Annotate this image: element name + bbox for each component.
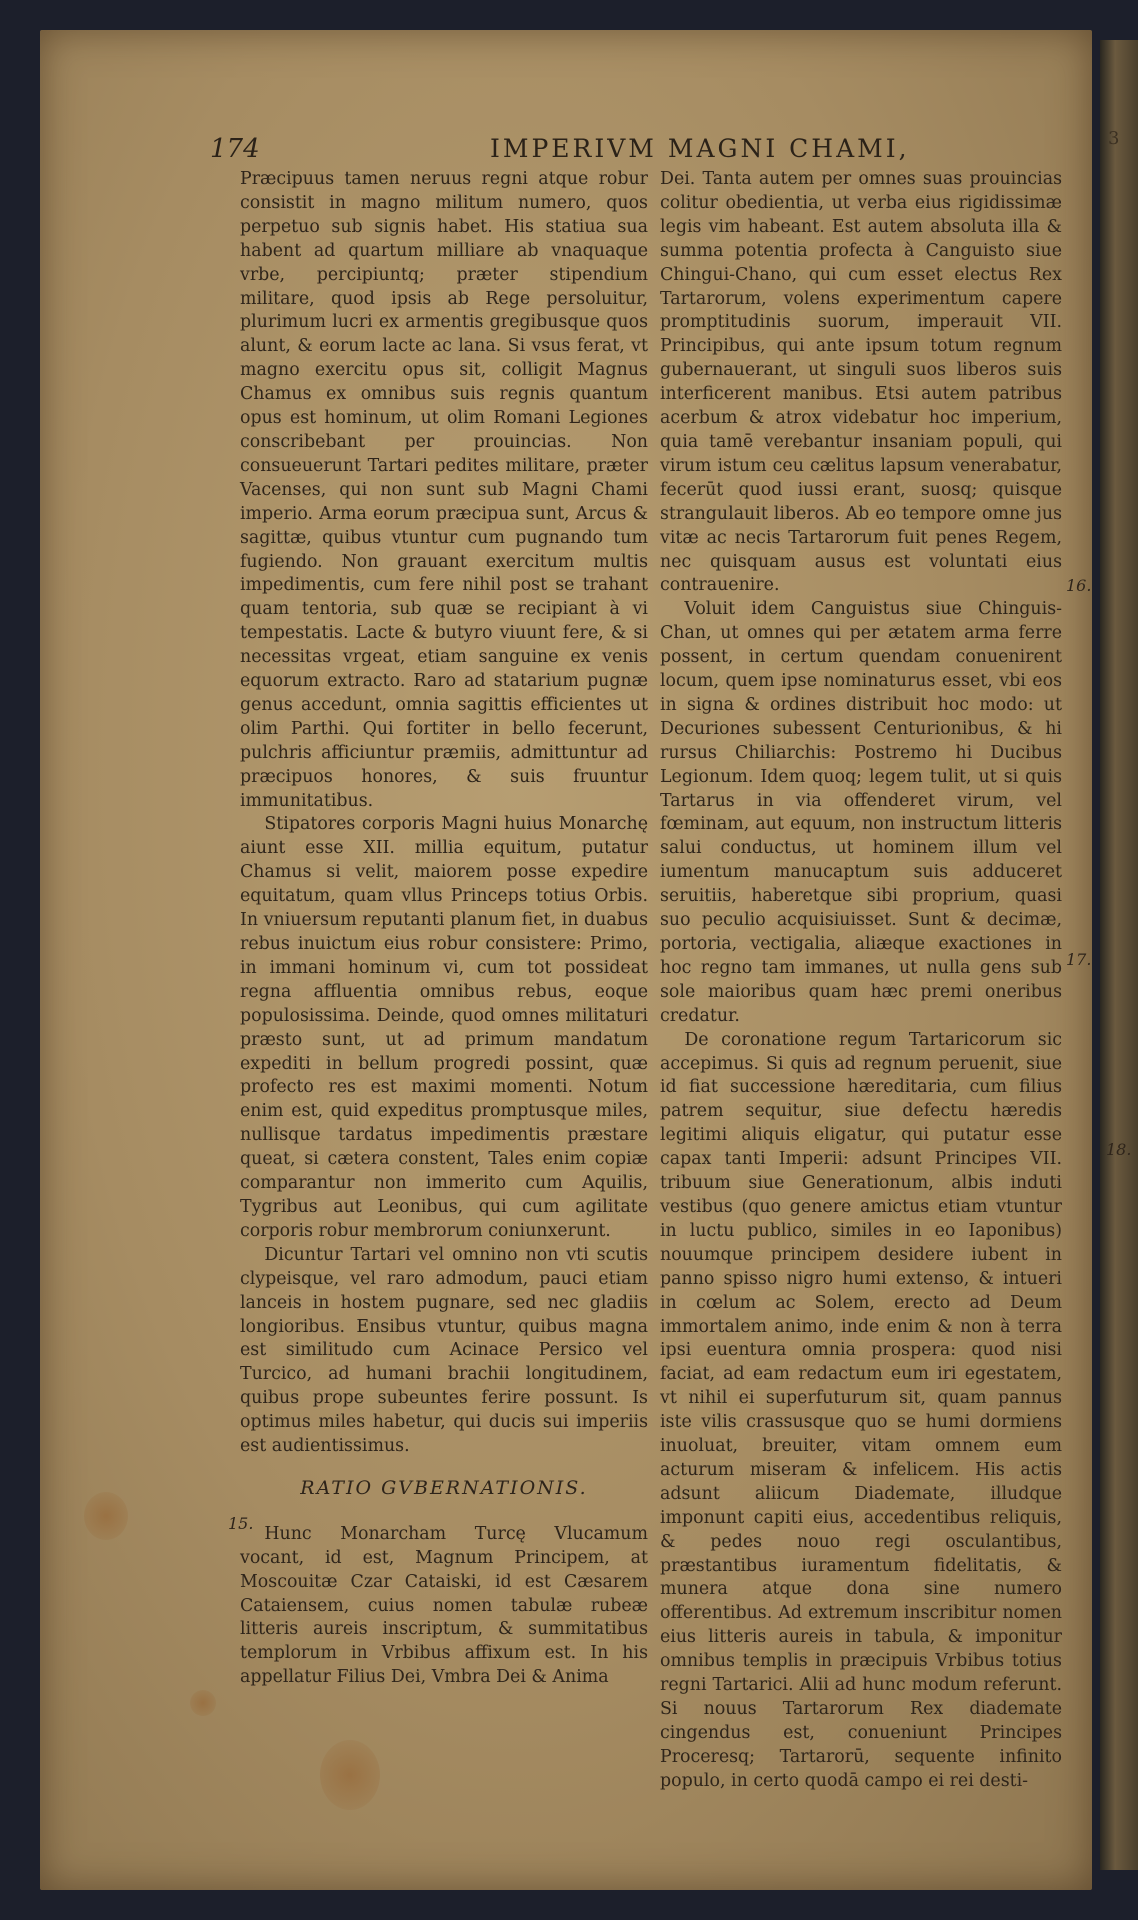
margin-number-15: 15.: [228, 1514, 254, 1533]
paragraph: Stipatores corporis Magni huius Monarchę aiunt esse XII. millia equitum, putatur Chamus si velit, maiorem posse expedire equitatum, quam vllus Princeps totius Orbis. In vniuersum reputanti planum fiet, in duabus rebus inuictum eius robur consistere: Primo, in immani hominum vi, cum tot possideat regna affluentia omnibus rebus, eoque populosissima. Deinde, quod omnes militaturi præsto sunt, ut ad primum mandatum expediti in bellum progredi possint, quæ profecto res est maximi momenti. Notum enim est, quid expeditus promptusque miles, nullisque tardatus impedimentis præstare queat, si cætera constent, Tales enim copiæ comparantur non immerito cum Aquilis, Tygribus aut Leonibus, qui cum agilitate corporis robur membrorum coniunxerunt.: [240, 814, 648, 1241]
ink-stain: [190, 1690, 216, 1716]
section-heading: RATIO GVBERNATIONIS.: [300, 1476, 588, 1499]
page-number: 174: [210, 134, 260, 164]
ink-stain: [320, 1740, 380, 1810]
margin-number-17: 17.: [1066, 950, 1092, 969]
left-column: [240, 168, 648, 1690]
running-title: IMPERIVM MAGNI CHAMI,: [490, 134, 910, 163]
adjacent-page-edge: [1100, 40, 1138, 1870]
ink-stain: [84, 1492, 128, 1540]
margin-number-16: 16.: [1066, 576, 1092, 595]
paragraph: Dicuntur Tartari vel omnino non vti scutis clypeisque, vel raro admodum, pauci etiam lanceis in hostem pugnare, sed nec gladiis longioribus. Ensibus vtuntur, quibus magna est similitudo cum Acinace Persico vel Turcico, ad humani brachii longitudinem, quibus prope subeuntes ferire possunt. Is optimus miles habetur, qui ducis sui imperiis est audientissimus.: [240, 1244, 648, 1457]
paragraph: Hunc Monarcham Turcę Vlucamum vocant, id est, Magnum Principem, at Moscouitæ Czar Cataiski, id est Cæsarem Cataiensem, cuius nomen tabulæ rubeæ litteris aureis inscriptum, & summitatibus templorum in Vrbibus affixum est. In his appellatur Filius Dei, Vmbra Dei & Anima: [240, 1523, 648, 1688]
right-column: [660, 168, 1062, 1794]
paragraph: Præcipuus tamen neruus regni atque robur consistit in magno militum numero, quos perpetuo sub signis habet. His statiua sua habent ad quartum milliare ab vnaquaque vrbe, percipiuntq; præter stipendium militare, quod ipsis ab Rege persoluitur, plurimum lucri ex armentis gregibusque quos alunt, & eorum lacte ac lana. Si vsus ferat, vt magno exercitu opus sit, colligit Magnus Chamus ex omnibus suis regnis quantum opus est hominum, ut olim Romani Legiones conscribebant per prouincias. Non consueuerunt Tartari pedites militare, præter Vacenses, qui non sunt sub Magni Chami imperio. Arma eorum præcipua sunt, Arcus & sagittæ, quibus vtuntur cum pugnando tum fugiendo. Non grauant exercitum multis impedimentis, cum fere nihil post se trahant quam tentoria, sub quæ se recipiant à vi tempestatis. Lacte & butyro viuunt fere, & si necessitas vrgeat, etiam sanguine ex venis equorum extracto. Raro ad statarium pugnæ genus accedunt, omnia sagittis efficientes ut olim Parthi. Qui fortiter in bello fecerunt, pulchris afficiuntur præmiis, admittuntur ad præcipuos honores, & suis fruuntur immunitatibus.: [240, 169, 648, 811]
paragraph: Dei. Tanta autem per omnes suas prouincias colitur obedientia, ut verba eius rigidissimæ legis vim habeant. Est autem absoluta illa & summa potentia profecta à Canguisto siue Chingui-Chano, qui cum esset electus Rex Tartarorum, volens experimentum capere promptitudinis suorum, imperauit VII. Principibus, qui ante ipsum totum regnum gubernauerant, ut singuli suos liberos suis interficerent manibus. Etsi autem patribus acerbum & atrox videbatur hoc imperium, quia tamē verebantur insaniam populi, qui virum istum ceu cælitus lapsum venerabatur, fecerūt quod iussi erant, suosq; quisque strangulauit liberos. Ab eo tempore omne jus vitæ ac necis Tartarorum fuit penes Regem, nec quisquam ausus est voluntati eius contrauenire.: [660, 169, 1062, 596]
paragraph: Voluit idem Canguistus siue Chinguis-Chan, ut omnes qui per ætatem arma ferre possent, in certum quendam conuenirent locum, quem ipse nominaturus esset, vbi eos in signa & ordines distribuit hoc modo: ut Decuriones subessent Centurionibus, & hi rursus Chiliarchis: Postremo hi Ducibus Legionum. Idem quoq; legem tulit, ut si quis Tartarus in via offenderet virum, vel fœminam, aut equum, non instructum litteris salui conductus, ut hominem illum vel iumentum manucaptum suis adduceret seruitiis, haberetque sibi proprium, quasi suo peculio acquisiuisset. Sunt & decimæ, portoria, vectigalia, aliæque exactiones in hoc regno tam immanes, ut nulla gens sub sole maioribus quam hæc premi oneribus credatur.: [660, 599, 1062, 1026]
corner-mark: 3: [1108, 128, 1120, 149]
margin-number-18: 18.: [1106, 1140, 1132, 1159]
page-header: [210, 134, 1040, 170]
paragraph: De coronatione regum Tartaricorum sic accepimus. Si quis ad regnum peruenit, siue id fiat successione hæreditaria, cum filius patrem sequitur, siue defectu hæredis legitimi aliquis eligatur, qui putatur esse capax tanti Imperii: adsunt Principes VII. tribuum siue Generationum, albis induti vestibus (quo genere amictus etiam vtuntur in luctu publico, similes in eo Iaponibus) nouumque principem desidere iubent in panno spisso nigro humi extenso, & intueri in cœlum ac Solem, erecto ad Deum immortalem animo, inde enim & non à terra ipsi euentura omnia prospera: quod nisi faciat, ad eam redactum eum iri egestatem, vt nihil ei superfuturum sit, quam pannus iste vilis crassusque quo se humi dormiens inuoluat, breuiter, vitam omnem eum acturum miseram & infelicem. His actis adsunt aliicum Diademate, illudque imponunt capiti eius, accedentibus reliquis, & pedes nouo regi osculantibus, præstantibus iuramentum fidelitatis, & munera atque dona sine numero offerentibus. Ad extremum inscribitur nomen eius litteris aureis in tabula, & imponitur omnibus templis in præcipuis Vrbibus totius regni Tartarici. Alii ad hunc modum referunt. Si nouus Tartarorum Rex diademate cingendus est, conueniunt Principes Proceresq; Tartarorū, sequente infinito populo, in certo quodā campo ei rei desti-: [660, 1029, 1062, 1791]
